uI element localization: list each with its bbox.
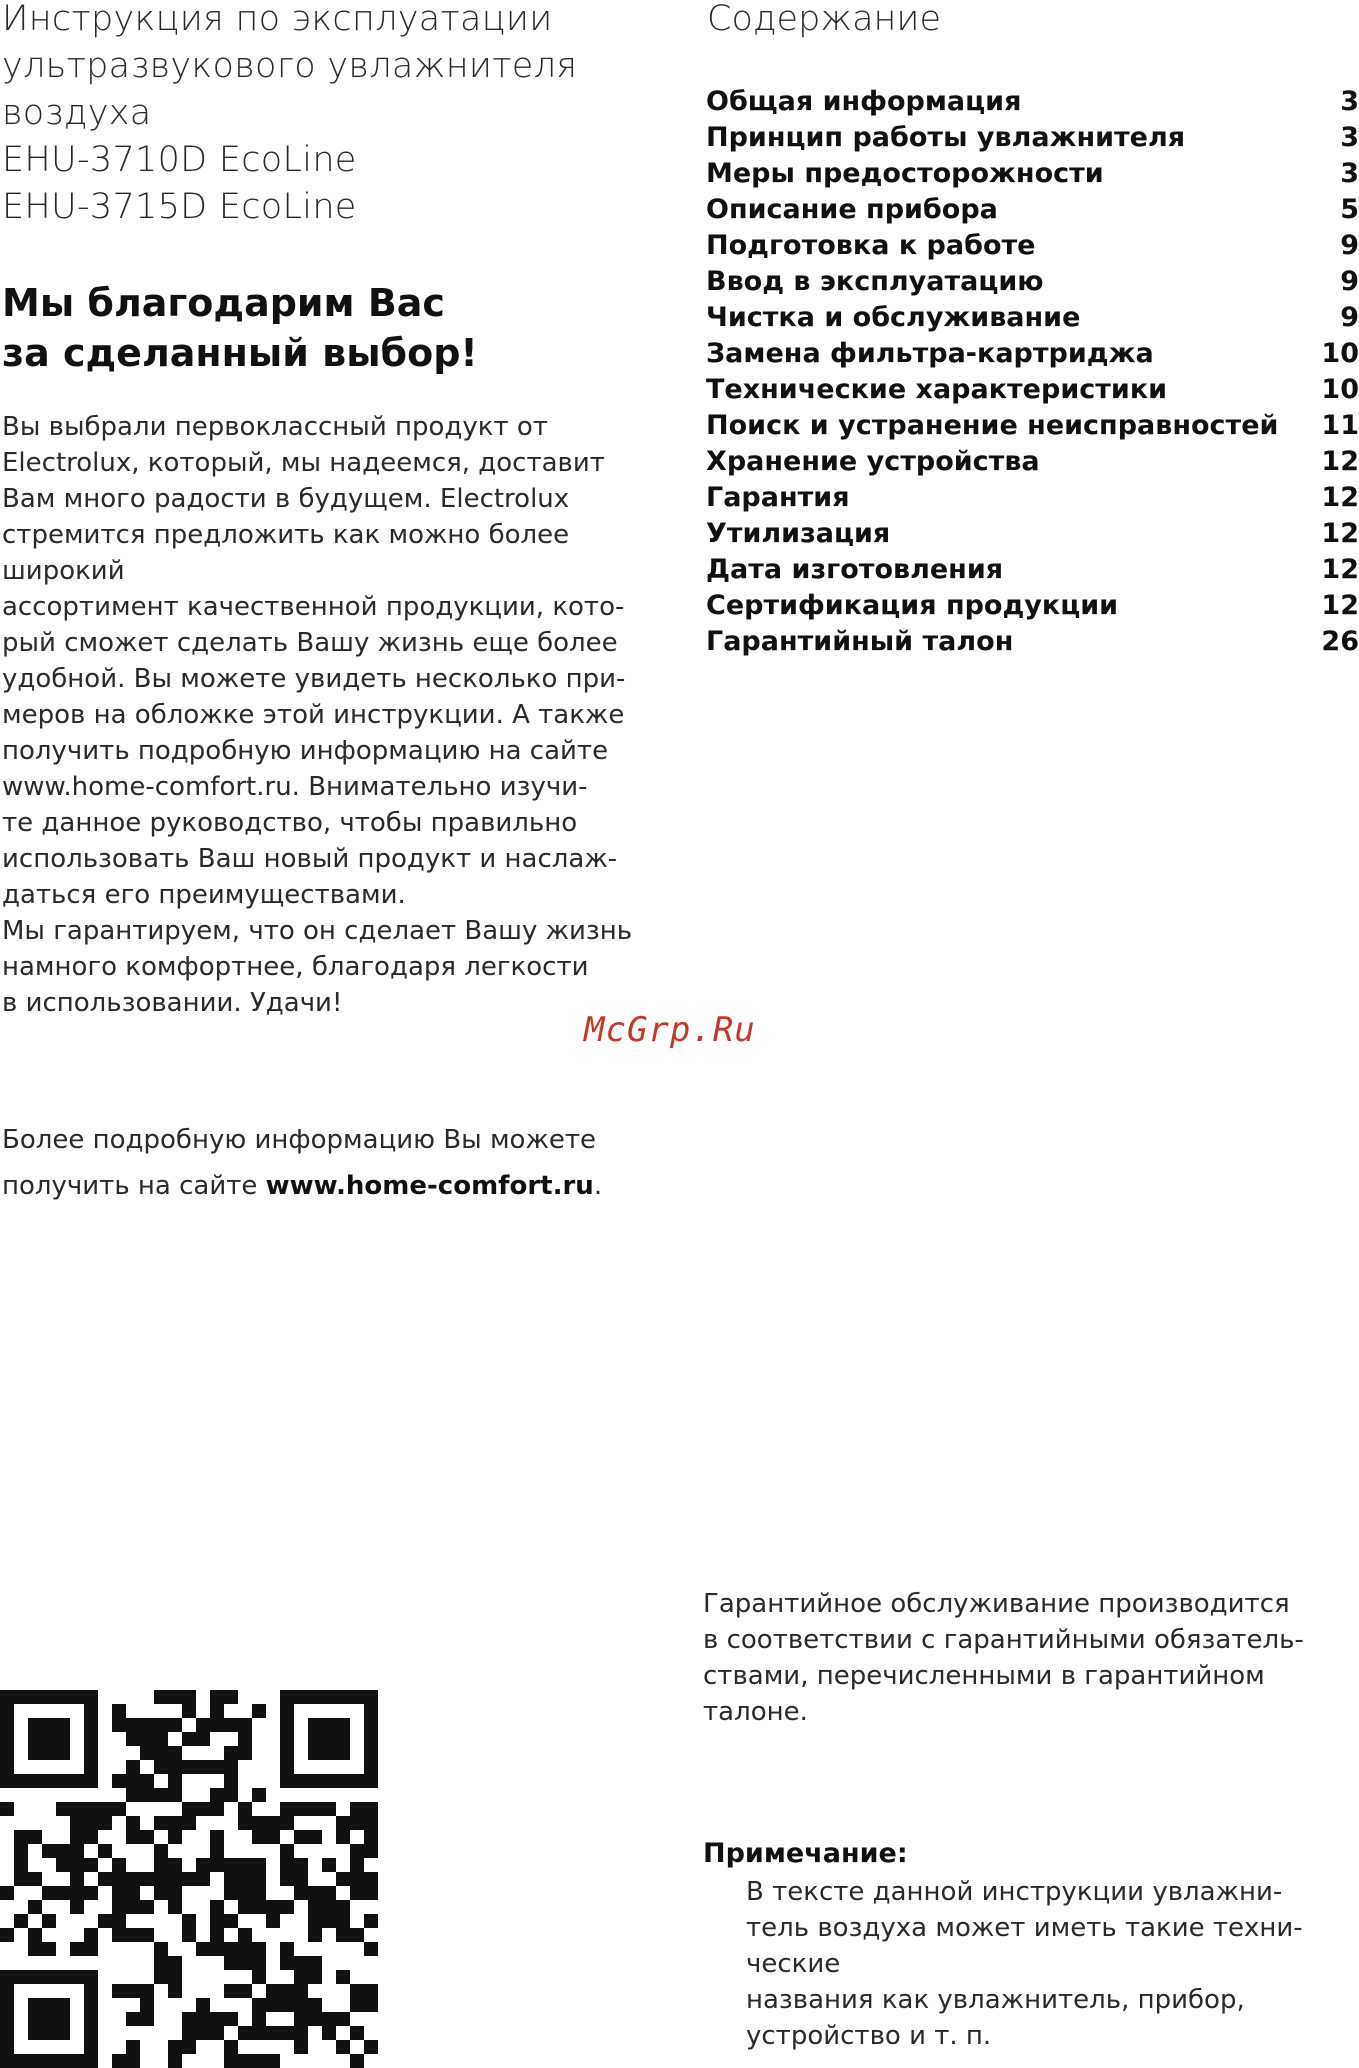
toc-item-page: 12 <box>1321 518 1359 549</box>
toc-item[interactable] <box>706 302 1359 338</box>
toc-item[interactable] <box>706 482 1359 518</box>
toc-item-label: Принцип работы увлажнителя <box>706 122 1186 153</box>
intro-line: удобной. Вы можете увидеть несколько при- <box>2 664 626 694</box>
intro-line: рый сможет сделать Вашу жизнь еще более <box>2 628 618 658</box>
note-line: В тексте данной инструкции увлажни- <box>746 1877 1283 1907</box>
thanks-line: за сделанный выбор! <box>2 331 478 375</box>
title-line: воздуха <box>2 93 152 133</box>
warranty-line: ствами, перечисленными в гарантийном <box>703 1661 1265 1691</box>
toc-item[interactable] <box>706 374 1359 410</box>
toc-item-page: 11 <box>1321 410 1359 441</box>
toc-item[interactable] <box>706 266 1359 302</box>
toc-item-page: 10 <box>1321 338 1359 369</box>
note-line: тель воздуха может иметь такие техни- <box>746 1913 1303 1943</box>
toc-item-page: 9 <box>1340 266 1359 297</box>
title-line: EHU-3710D EcoLine <box>2 140 357 180</box>
intro-line: широкий <box>2 556 125 586</box>
toc-item-label: Дата изготовления <box>706 554 1004 585</box>
intro-line: использовать Ваш новый продукт и наслаж- <box>2 844 618 874</box>
more-info-line <box>2 1163 662 1209</box>
more-info-paragraph <box>2 1117 662 1209</box>
toc-item-page: 3 <box>1340 86 1359 117</box>
toc-item[interactable] <box>706 446 1359 482</box>
toc-item-label: Меры предосторожности <box>706 158 1104 189</box>
toc-item-page: 12 <box>1321 482 1359 513</box>
thanks-line: Мы благодарим Вас <box>2 281 445 325</box>
note-line: ческие <box>746 1949 841 1979</box>
intro-line: даться его преимуществами. <box>2 880 406 910</box>
note-title: Примечание: <box>703 1838 908 1869</box>
toc-item-label: Гарантия <box>706 482 850 513</box>
toc-item-page: 12 <box>1321 446 1359 477</box>
toc-item-label: Общая информация <box>706 86 1022 117</box>
toc-item-page: 5 <box>1340 194 1359 225</box>
intro-line: стремится предложить как можно более <box>2 520 570 550</box>
toc-item[interactable] <box>706 86 1359 122</box>
intro-line: в использовании. Удачи! <box>2 988 343 1018</box>
title-line: Инструкция по эксплуатации <box>2 0 553 39</box>
toc-item-label: Сертификация продукции <box>706 590 1119 621</box>
toc-item-page: 26 <box>1321 626 1359 657</box>
warranty-paragraph <box>703 1586 1353 1730</box>
qr-code-graphic <box>0 1690 376 2064</box>
warranty-line: в соответствии с гарантийными обязатель- <box>703 1625 1304 1655</box>
toc-heading: Содержание <box>707 0 942 39</box>
toc-item-page: 12 <box>1321 554 1359 585</box>
toc-item[interactable] <box>706 554 1359 590</box>
toc-item-page: 9 <box>1340 302 1359 333</box>
intro-line: Вам много радости в будущем. Electrolux <box>2 484 570 514</box>
intro-line: намного комфортнее, благодаря легкости <box>2 952 589 982</box>
toc-item[interactable] <box>706 122 1359 158</box>
toc-item-label: Ввод в эксплуатацию <box>706 266 1044 297</box>
toc-item-label: Поиск и устранение неисправностей <box>706 410 1279 441</box>
intro-line: Electrolux, который, мы надеемся, доставит <box>2 448 605 478</box>
warranty-line: талоне. <box>703 1697 808 1727</box>
thanks-heading <box>2 278 662 378</box>
toc-item[interactable] <box>706 626 1359 662</box>
table-of-contents <box>706 86 1359 662</box>
toc-item[interactable] <box>706 338 1359 374</box>
toc-item-label: Гарантийный талон <box>706 626 1014 657</box>
note-line: устройство и т. п. <box>746 2021 992 2051</box>
toc-item-label: Утилизация <box>706 518 891 549</box>
note-body <box>746 1874 1346 2054</box>
intro-paragraph <box>2 409 662 1021</box>
note-line: названия как увлажнитель, прибор, <box>746 1985 1245 2015</box>
toc-item[interactable] <box>706 230 1359 266</box>
toc-item[interactable] <box>706 158 1359 194</box>
title-line: ультразвукового увлажнителя <box>2 46 578 86</box>
toc-item-label: Хранение устройства <box>706 446 1040 477</box>
website-link[interactable]: www.home-comfort.ru <box>265 1171 594 1201</box>
toc-item[interactable] <box>706 518 1359 554</box>
warranty-line: Гарантийное обслуживание производится <box>703 1589 1290 1619</box>
intro-line: Вы выбрали первоклассный продукт от <box>2 412 548 442</box>
toc-item-page: 10 <box>1321 374 1359 405</box>
intro-line: Мы гарантируем, что он сделает Вашу жизнь <box>2 916 633 946</box>
watermark: McGrp.Ru <box>584 1010 756 1050</box>
intro-line: ассортимент качественной продукции, кото- <box>2 592 625 622</box>
more-info-line: Более подробную информацию Вы можете <box>2 1125 597 1155</box>
toc-item-label: Описание прибора <box>706 194 998 225</box>
toc-item[interactable] <box>706 194 1359 230</box>
toc-item-label: Подготовка к работе <box>706 230 1036 261</box>
intro-line: те данное руководство, чтобы правильно <box>2 808 578 838</box>
toc-item[interactable] <box>706 590 1359 626</box>
title-line: EHU-3715D EcoLine <box>2 187 357 227</box>
toc-item-page: 12 <box>1321 590 1359 621</box>
more-info-suffix: . <box>593 1171 603 1201</box>
intro-line: получить подробную информацию на сайте <box>2 736 609 766</box>
toc-item-label: Замена фильтра-картриджа <box>706 338 1154 369</box>
more-info-prefix: получить на сайте <box>2 1171 266 1201</box>
toc-item-page: 9 <box>1340 230 1359 261</box>
toc-item-page: 3 <box>1340 158 1359 189</box>
toc-item-label: Технические характеристики <box>706 374 1168 405</box>
toc-item[interactable] <box>706 410 1359 446</box>
document-title <box>2 0 662 231</box>
qr-code-icon <box>0 1690 376 2064</box>
toc-item-page: 3 <box>1340 122 1359 153</box>
intro-line: www.home-comfort.ru. Внимательно изучи- <box>2 772 588 802</box>
toc-item-label: Чистка и обслуживание <box>706 302 1081 333</box>
intro-line: меров на обложке этой инструкции. А также <box>2 700 625 730</box>
